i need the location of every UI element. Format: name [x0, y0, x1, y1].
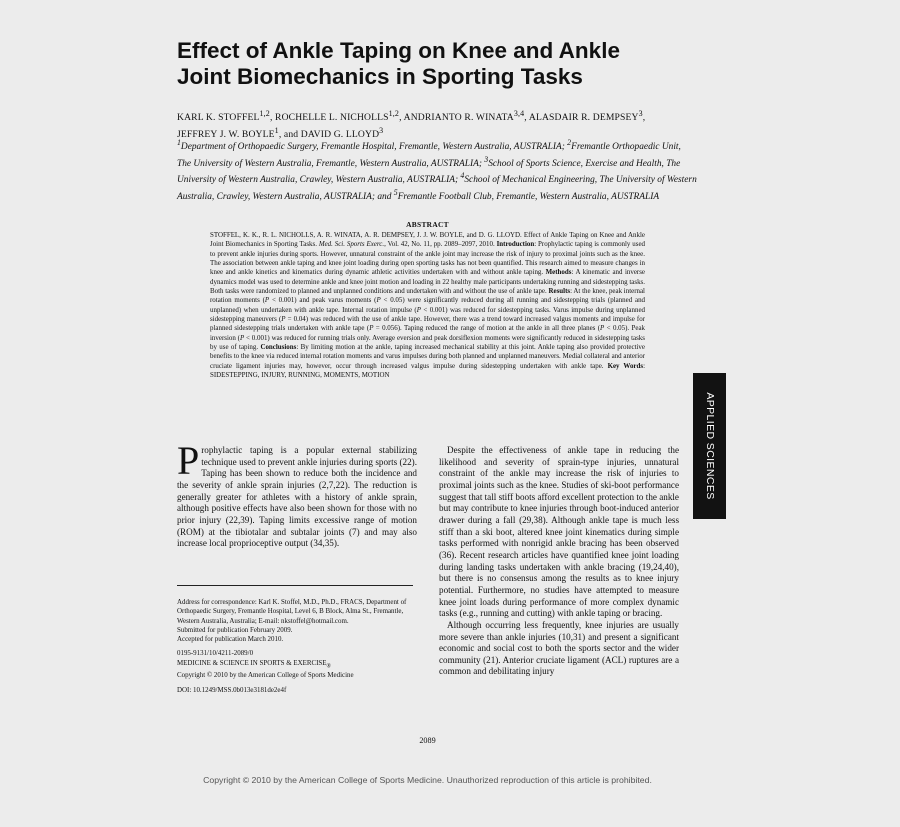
footnote-divider: [177, 585, 413, 586]
drop-cap: P: [177, 438, 200, 483]
intro-paragraph-1: [177, 438, 417, 550]
author-list: KARL K. STOFFEL$^{1,2}$, ROCHELLE L. NICHOLLS$^{1,2}$, ANDRIANTO R. WINATA$^{3,4}$, ALASDAIR R. DEMPSEY$^3$, JEFFREY J. W. BOYLE$^1$, and DAVID G. LLOYD$^3$: [177, 109, 646, 140]
accepted-date: Accepted for publication March 2010.: [177, 635, 284, 644]
journal-copyright: Copyright © 2010 by the American College of Sports Medicine: [177, 671, 354, 680]
issn-line: 0195-9131/10/4211-2089/0: [177, 649, 254, 658]
title-line-1: Effect of Ankle Taping on Knee and Ankle: [177, 38, 620, 63]
submitted-date: Submitted for publication February 2009.: [177, 625, 293, 634]
correspondence-address: Address for correspondence: Karl K. Stoffel, M.D., Ph.D., FRACS, Department of Orthopaedic Surgery, Fremantle Hospital, Level 6, B Block, Alma St., Fremantle, Western Australia, Australia; E-mail: nkstoffel@hotmail.com.: [177, 598, 407, 625]
section-side-tab: [693, 373, 726, 519]
correspondence-block: [177, 598, 417, 695]
title-line-2: Joint Biomechanics in Sporting Tasks: [177, 64, 583, 89]
page-number: 2089: [419, 736, 436, 745]
article-title: [177, 38, 717, 90]
intro-paragraph-1-text: rophylactic taping is a popular external stabilizing technique used to prevent ankle injuries during sports (22). Taping has been shown to reduce both the incidence and the severity of ankle sprain injuries (2,7,22). The reduction is generally greater for athletes with a history of ankle sprain, although positive effects have also been shown for those with no prior injury (22,39). Taping limits excessive range of motion (ROM) at the tibiotalar and subtalar joints (7) and may also increase local proprioceptive output (34,35).: [177, 445, 417, 549]
affiliations: $^1$Department of Orthopaedic Surgery, Fremantle Hospital, Fremantle, Western Australia, AUSTRALIA; $^2$Fremantle Orthopaedic Unit, The University of Western Australia, Fremantle, Western Australia, AUSTRALIA; $^3$School of Sports Science, Exercise and Health, The University of Western Australia, Crawley, Western Australia, AUSTRALIA; $^4$School of Mechanical Engineering, The University of Western Australia, Crawley, Western Australia, AUSTRALIA; and $^5$Fremantle Football Club, Fremantle, Western Australia, AUSTRALIA: [177, 138, 697, 202]
section-side-tab-label: APPLIED SCIENCES: [703, 392, 716, 500]
journal-name: MEDICINE & SCIENCE IN SPORTS & $EXERCISE_®$: [177, 658, 331, 670]
right-column: [439, 445, 679, 678]
body-paragraph-2: Although occurring less frequently, knee injuries are usually more severe than ankle injuries (10,31) and present a significant economic and social cost to both the sports sector and the wider community (21). Anterior cruciate ligament (ACL) ruptures are a common and debilitating injury: [439, 619, 679, 677]
doi-line: DOI: 10.1249/MSS.0b013e3181de2e4f: [177, 685, 287, 694]
body-paragraph-1: Despite the effectiveness of ankle tape in reducing the likelihood and severity of sprain-type injuries, unnatural constraint of the ankle may increase the risk of injuries to proximal joints such as the knee. Studies of ski-boot performance suggest that tall stiff boots afford excellent protection to the ankle but may contribute to knee injuries through boot-induced anterior drawer during a fall (29,38). Although ankle tape is much less stiff than a ski boot, altered knee joint kinematics during simple tasks performed with nonrigid ankle bracing has been observed (36). Recent research articles have quantified knee joint loading during landing tasks undertaken with ankle bracing (19,24,40), but there is no consensus among the results as to knee injury potential. Furthermore, no studies have attempted to measure knee joint loads during performance of more complex dynamic tasks (e.g., running and cutting) with ankle taping or bracing.: [439, 445, 679, 619]
abstract-heading: ABSTRACT: [406, 220, 449, 229]
left-column: [177, 438, 417, 550]
footer-copyright: Copyright © 2010 by the American College of Sports Medicine. Unauthorized reproduction of this article is prohibited.: [203, 775, 652, 785]
abstract-body: STOFFEL, K. K., R. L. NICHOLLS, A. R. WINATA, A. R. DEMPSEY, J. J. W. BOYLE, and D. G. LLOYD. Effect of Ankle Taping on Knee and Ankle Joint Biomechanics in Sporting Tasks. Med. Sci. Sports Exerc., Vol. 42, No. 11, pp. 2089–2097, 2010. Introduction: Prophylactic taping is commonly used to prevent ankle injuries during sports. However, unnatural constraint of the ankle joint may increase the risk of injury to proximal joints such as the knee. The association between ankle taping and knee joint loading during open sporting tasks has not been quantified. This research aimed to measure changes in knee and ankle kinetics and kinematics during dynamic athletic activities undertaken with and without ankle taping. Methods: A kinematic and inverse dynamics model was used to determine ankle and knee joint motion and loading in 22 healthy male participants undertaking running and sidestepping tasks. Both tasks were randomized to planned and unplanned conditions and undertaken with and without the use of ankle tape. Results: At the knee, peak internal rotation moments (P < 0.001) and peak varus moments (P < 0.05) were significantly reduced during all running and sidestepping trials (planned and unplanned) when undertaken with ankle tape. Internal rotation impulse (P < 0.001) was reduced for sidestepping tasks. Varus impulse during unplanned sidestepping maneuvers (P = 0.04) was reduced with the use of ankle tape. However, there was a trend toward increased valgus moments and impulse for planned sidestepping trials undertaken with ankle tape (P = 0.056). Taping reduced the range of motion at the ankle in all three planes (P < 0.05). Peak inversion (P < 0.001) was reduced for running trials only. Average eversion and peak dorsiflexion moments were significantly reduced in sidestepping tasks by use of taping. Conclusions: By limiting motion at the ankle, taping increased mechanical stability at this joint. Ankle taping also provided protective benefits to the knee via reduced internal rotation moments and varus impulses during both planned and unplanned maneuvers. Medial collateral and anterior cruciate ligament injuries may, however, occur through increased valgus impulse during sidestepping undertaken with ankle tape. Key Words: SIDESTEPPING, INJURY, RUNNING, MOMENTS, MOTION: [210, 231, 646, 380]
